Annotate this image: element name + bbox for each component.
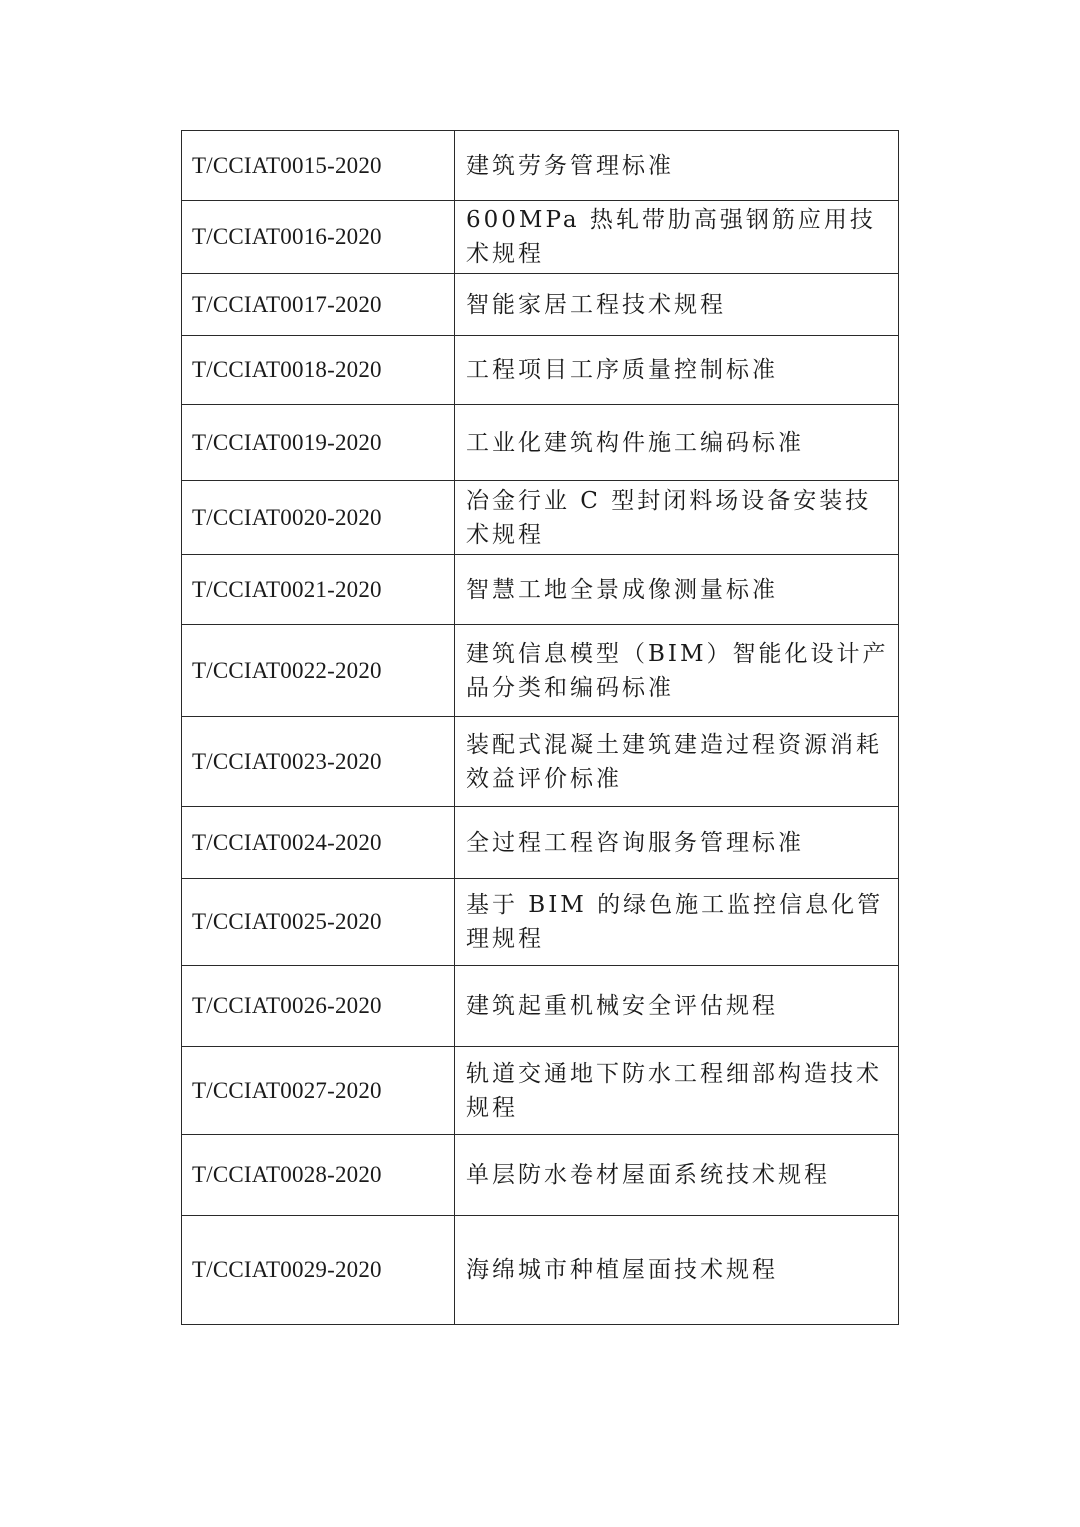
standard-name: 单层防水卷材屋面系统技术规程	[455, 1135, 899, 1216]
standard-name: 建筑劳务管理标准	[455, 131, 899, 201]
standard-code: T/CCIAT0026-2020	[182, 966, 455, 1047]
standard-name: 装配式混凝土建筑建造过程资源消耗效益评价标准	[455, 717, 899, 807]
table-row	[182, 717, 899, 807]
standard-code: T/CCIAT0025-2020	[182, 879, 455, 966]
standard-code: T/CCIAT0021-2020	[182, 555, 455, 625]
standard-name: 冶金行业 C 型封闭料场设备安装技术规程	[455, 481, 899, 555]
standard-code: T/CCIAT0019-2020	[182, 405, 455, 481]
standard-code: T/CCIAT0016-2020	[182, 201, 455, 274]
standard-code: T/CCIAT0022-2020	[182, 625, 455, 717]
table-row	[182, 131, 899, 201]
standard-code: T/CCIAT0023-2020	[182, 717, 455, 807]
standard-code: T/CCIAT0018-2020	[182, 336, 455, 405]
table-row	[182, 879, 899, 966]
standard-code: T/CCIAT0027-2020	[182, 1047, 455, 1135]
table-row	[182, 807, 899, 879]
standard-code: T/CCIAT0028-2020	[182, 1135, 455, 1216]
standard-code: T/CCIAT0017-2020	[182, 274, 455, 336]
standard-name: 全过程工程咨询服务管理标准	[455, 807, 899, 879]
table-row	[182, 1216, 899, 1325]
table-row	[182, 1135, 899, 1216]
standard-name: 基于 BIM 的绿色施工监控信息化管理规程	[455, 879, 899, 966]
standard-code: T/CCIAT0015-2020	[182, 131, 455, 201]
table-row	[182, 966, 899, 1047]
table-row	[182, 1047, 899, 1135]
table-row	[182, 336, 899, 405]
standard-name: 建筑信息模型（BIM）智能化设计产品分类和编码标准	[455, 625, 899, 717]
standard-code: T/CCIAT0020-2020	[182, 481, 455, 555]
standards-table	[181, 130, 899, 1325]
standard-name: 工业化建筑构件施工编码标准	[455, 405, 899, 481]
standard-code: T/CCIAT0024-2020	[182, 807, 455, 879]
table-row	[182, 405, 899, 481]
standard-name: 建筑起重机械安全评估规程	[455, 966, 899, 1047]
standard-name: 600MPa 热轧带肋高强钢筋应用技术规程	[455, 201, 899, 274]
table-row	[182, 274, 899, 336]
standard-name: 智慧工地全景成像测量标准	[455, 555, 899, 625]
standard-code: T/CCIAT0029-2020	[182, 1216, 455, 1325]
standard-name: 轨道交通地下防水工程细部构造技术规程	[455, 1047, 899, 1135]
table-row	[182, 201, 899, 274]
standard-name: 海绵城市种植屋面技术规程	[455, 1216, 899, 1325]
standard-name: 智能家居工程技术规程	[455, 274, 899, 336]
table-row	[182, 555, 899, 625]
standard-name: 工程项目工序质量控制标准	[455, 336, 899, 405]
table-row	[182, 481, 899, 555]
table-row	[182, 625, 899, 717]
